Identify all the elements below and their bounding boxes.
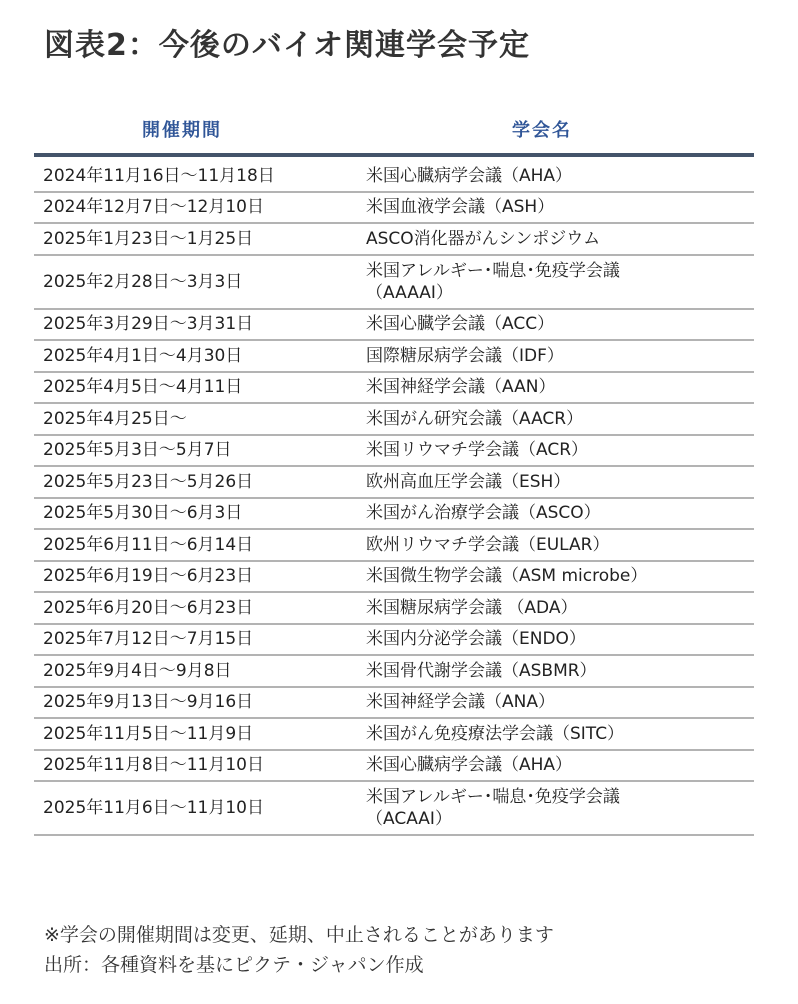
conference-name-cell <box>360 786 754 830</box>
period-cell: 2025年11月5日～11月9日 <box>43 723 254 744</box>
disclaimer-note: ※学会の開催期間は変更、延期、中止されることがあります <box>44 924 554 946</box>
table-row <box>34 719 754 751</box>
conference-table <box>34 105 754 836</box>
table-header <box>34 105 754 157</box>
table-row <box>34 404 754 436</box>
period-cell: 2025年5月30日～6月3日 <box>43 503 243 524</box>
table-row <box>34 467 754 499</box>
period-cell: 2025年4月25日～ <box>43 408 187 429</box>
conference-name-cell <box>360 260 754 304</box>
period-cell: 2025年9月13日～9月16日 <box>43 692 254 713</box>
table-row <box>34 256 754 310</box>
period-cell: 2025年5月3日～5月7日 <box>43 440 232 461</box>
table-row <box>34 593 754 625</box>
period-cell: 2024年12月7日～12月10日 <box>43 197 264 218</box>
conference-name-cell: 欧州リウマチ学会議（EULAR） <box>366 534 610 555</box>
table-row <box>34 499 754 531</box>
conference-name-cell: 米国がん免疫療法学会議（SITC） <box>366 723 625 744</box>
column-header-period: 開催期間 <box>142 120 222 141</box>
conference-name-cell: 米国血液学会議（ASH） <box>366 197 555 218</box>
table-row <box>34 782 754 836</box>
table-row <box>34 310 754 342</box>
conference-name-line: 米国アレルギー･喘息･免疫学会議 <box>366 260 620 281</box>
page-title: 図表2：今後のバイオ関連学会予定 <box>44 28 530 63</box>
conference-name-cell: ASCO消化器がんシンポジウム <box>366 228 601 249</box>
period-cell: 2025年3月29日～3月31日 <box>43 314 254 335</box>
conference-name-cell: 米国がん研究会議（AACR） <box>366 408 584 429</box>
period-cell: 2025年4月1日～4月30日 <box>43 345 243 366</box>
source-note: 出所：各種資料を基にピクテ・ジャパン作成 <box>44 954 424 976</box>
period-cell: 2025年6月11日～6月14日 <box>43 534 254 555</box>
table-row <box>34 224 754 256</box>
period-cell: 2025年7月12日～7月15日 <box>43 629 254 650</box>
table-row <box>34 373 754 405</box>
conference-name-cell: 欧州高血圧学会議（ESH） <box>366 471 571 492</box>
period-cell: 2025年2月28日～3月3日 <box>43 271 243 292</box>
period-cell: 2025年5月23日～5月26日 <box>43 471 254 492</box>
conference-name-cell: 米国心臓病学会議（AHA） <box>366 165 573 186</box>
table-row <box>34 193 754 225</box>
period-cell: 2025年4月5日～4月11日 <box>43 377 243 398</box>
table-row <box>34 625 754 657</box>
period-cell: 2024年11月16日～11月18日 <box>43 165 275 186</box>
conference-name-cell: 米国がん治療学会議（ASCO） <box>366 503 601 524</box>
table-row <box>34 436 754 468</box>
table-row <box>34 161 754 193</box>
conference-name-cell: 米国内分泌学会議（ENDO） <box>366 629 586 650</box>
table-row <box>34 751 754 783</box>
table-row <box>34 656 754 688</box>
conference-name-cell: 国際糖尿病学会議（IDF） <box>366 345 564 366</box>
table-row <box>34 530 754 562</box>
conference-name-cell: 米国神経学会議（AAN） <box>366 377 556 398</box>
table-row <box>34 688 754 720</box>
table-row <box>34 341 754 373</box>
conference-name-abbrev: （AAAAI） <box>366 282 453 303</box>
conference-name-cell: 米国心臓学会議（ACC） <box>366 314 555 335</box>
table-row <box>34 562 754 594</box>
conference-name-cell: 米国糖尿病学会議 （ADA） <box>366 597 578 618</box>
conference-name-cell: 米国心臓病学会議（AHA） <box>366 755 573 776</box>
conference-name-line: 米国アレルギー･喘息･免疫学会議 <box>366 787 620 807</box>
conference-name-cell: 米国神経学会議（ANA） <box>366 692 555 713</box>
conference-name-cell: 米国リウマチ学会議（ACR） <box>366 440 589 461</box>
period-cell: 2025年11月6日～11月10日 <box>43 798 264 818</box>
conference-name-abbrev: （ACAAI） <box>366 809 452 829</box>
period-cell: 2025年9月4日～9月8日 <box>43 660 232 681</box>
column-header-name: 学会名 <box>512 120 572 141</box>
period-cell: 2025年11月8日～11月10日 <box>43 755 264 776</box>
period-cell: 2025年6月20日～6月23日 <box>43 597 254 618</box>
footnotes <box>44 920 554 980</box>
period-cell: 2025年1月23日～1月25日 <box>43 228 254 249</box>
conference-name-cell: 米国微生物学会議（ASM microbe） <box>366 566 648 587</box>
table-body <box>34 161 754 836</box>
conference-name-cell: 米国骨代謝学会議（ASBMR） <box>366 660 597 681</box>
period-cell: 2025年6月19日～6月23日 <box>43 566 254 587</box>
